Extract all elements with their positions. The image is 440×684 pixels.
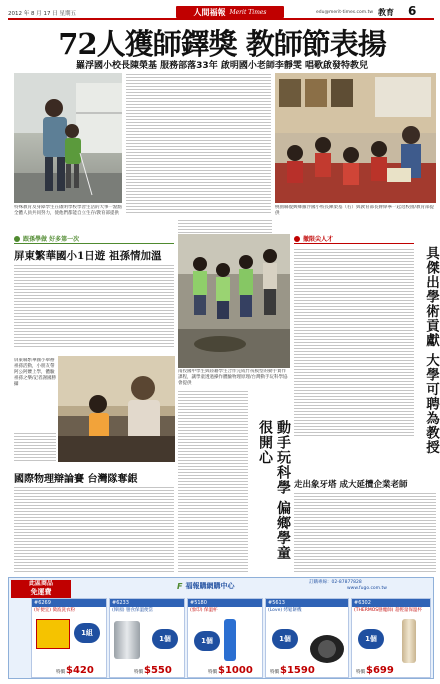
product-5-image bbox=[402, 619, 416, 663]
email: edu@merit-times.com.tw bbox=[316, 10, 374, 15]
photo-grandparent-child bbox=[58, 356, 175, 462]
photo-teacher-student bbox=[14, 73, 122, 203]
ad-side-sub: 免運費 bbox=[30, 588, 52, 596]
center-top-text bbox=[178, 219, 272, 233]
ad-brand-name: 福報購網購中心 bbox=[185, 582, 235, 590]
ad-side-label bbox=[11, 580, 71, 598]
main-headline: 72人獲師鐸獎 教師節表揚 bbox=[58, 27, 386, 61]
story1-title: 屏東繁華國小1日遊 祖孫情加溫 bbox=[14, 250, 162, 262]
right-bottom-title: 走出象牙塔 成大延攬企業老師 bbox=[294, 480, 408, 490]
product-5-special: 特價 bbox=[356, 670, 365, 675]
ad-website: www.fugo.com.tw bbox=[347, 586, 387, 591]
product-3-code: #5180 bbox=[188, 599, 262, 607]
product-4-price-row bbox=[270, 665, 315, 676]
product-3-image bbox=[224, 619, 236, 661]
lead-article-text bbox=[126, 73, 271, 213]
story1-kicker-dot-icon bbox=[14, 236, 20, 242]
photo-teacher-student-image bbox=[14, 73, 122, 203]
story1-kicker bbox=[14, 234, 174, 244]
product-3-price: $1000 bbox=[218, 665, 253, 676]
caption-right-photo: 桃園縣復興鄉羅浮國小校長陳榮基（右）與教育部長蔣偉寧一起逛校園/教育部提供 bbox=[275, 205, 435, 216]
section-label: 教育 bbox=[378, 8, 394, 17]
product-5-price-row bbox=[356, 665, 394, 676]
masthead bbox=[8, 6, 434, 20]
story1-text bbox=[14, 264, 174, 348]
story2-title: 國際物理辯論賽 台灣隊奪銀 bbox=[14, 474, 138, 485]
headline-subtitle: 羅浮國小校長陳榮基 服務部落33年 啟明國小老師李靜雯 唱歌啟發特教兒 bbox=[76, 61, 368, 71]
ad-strip bbox=[8, 577, 434, 679]
product-3-price-row bbox=[208, 665, 253, 676]
right-kicker bbox=[294, 234, 414, 244]
product-2-code: #6233 bbox=[110, 599, 184, 607]
page-number: 6 bbox=[408, 4, 417, 18]
product-5-qty: 1個 bbox=[358, 629, 384, 649]
product-4-special: 特價 bbox=[270, 670, 279, 675]
product-5-price: $699 bbox=[366, 665, 394, 676]
product-5-code: #6302 bbox=[352, 599, 430, 607]
product-3-qty: 1個 bbox=[194, 631, 220, 651]
product-3-name: (象印) 保溫杯 bbox=[190, 608, 218, 613]
product-card-5[interactable] bbox=[351, 598, 431, 678]
story2-text bbox=[14, 486, 174, 572]
product-3-special: 特價 bbox=[208, 670, 217, 675]
story1-text-continued bbox=[14, 432, 56, 462]
product-4-price: $1590 bbox=[280, 665, 315, 676]
product-4-image bbox=[310, 635, 344, 663]
product-4-code: #5613 bbox=[266, 599, 348, 607]
product-1-image bbox=[36, 619, 70, 649]
product-4-name: (Love) 烤鬆餅機 bbox=[268, 608, 302, 613]
center-vertical-title: 動手玩科學 偏鄉學童很開心 bbox=[257, 420, 291, 561]
right-text-bottom bbox=[294, 492, 436, 572]
center-caption: 南投國中學生與陸籍學生合作完成竹筏模型的動手實作課程，讓學童透過操作體驗物理原理/台灣動手玩科學協會提供 bbox=[178, 369, 288, 385]
product-1-price: $420 bbox=[66, 665, 94, 676]
product-card-1[interactable] bbox=[31, 598, 107, 678]
ad-brand bbox=[177, 581, 234, 591]
product-2-special: 特價 bbox=[134, 670, 143, 675]
product-1-code: #6269 bbox=[32, 599, 106, 607]
photo-science-activity bbox=[178, 234, 290, 368]
product-card-4[interactable] bbox=[265, 598, 349, 678]
product-1-qty: 1組 bbox=[74, 623, 100, 643]
right-kicker-dot-icon bbox=[294, 236, 300, 242]
product-2-price: $550 bbox=[144, 665, 172, 676]
product-card-3[interactable] bbox=[187, 598, 263, 678]
product-1-name: (好便宜) 微波洗衣粉 bbox=[34, 608, 75, 613]
product-1-price-row bbox=[56, 665, 94, 676]
photo-principal-classroom-image bbox=[275, 73, 436, 203]
right-kicker-text: 撤限尖人才 bbox=[303, 236, 334, 243]
product-1-special: 特價 bbox=[56, 670, 65, 675]
product-2-price-row bbox=[134, 665, 172, 676]
product-card-2[interactable] bbox=[109, 598, 185, 678]
story1-caption: 屏東縣繁華國小舉辦祖孫活動，小朋友帶阿公阿嬤上學，體驗祖孫之樂/記者謝國勝攝 bbox=[14, 358, 56, 387]
issue-date: 2012 年 8 月 17 日 星期五 bbox=[8, 11, 76, 17]
center-text-left bbox=[178, 390, 248, 572]
right-text-top bbox=[294, 248, 414, 438]
logo-cn: 人間福報 bbox=[193, 6, 226, 17]
fugo-logo-icon: F bbox=[177, 581, 183, 591]
product-5-name: (THERMOS膳魔師) 超輕量保溫杯 bbox=[354, 608, 422, 613]
caption-left-photo: 特殊教育及身障學生在啟明學校學習生活的大事一點點全體人員共同努力，使他們都能自立生存/教育部提供 bbox=[14, 205, 122, 216]
photo-grandparent-child-image bbox=[58, 356, 175, 462]
logo-en: Merit Times bbox=[229, 8, 267, 16]
product-2-image bbox=[114, 621, 140, 659]
right-vertical-title: 具傑出學術貢獻 大學可聘為教授 bbox=[423, 246, 439, 455]
product-4-qty: 1個 bbox=[272, 629, 298, 649]
ad-phone: 訂購專線：02-87877828 bbox=[309, 580, 362, 585]
product-2-qty: 1個 bbox=[152, 629, 178, 649]
story1-kicker-text: 跟孫學做 好多第一次 bbox=[23, 236, 80, 243]
ad-side-title: 此區商品 bbox=[28, 580, 53, 587]
photo-science-activity-image bbox=[178, 234, 290, 368]
product-2-name: (韓國) 膳食保溫便當 bbox=[112, 608, 153, 613]
logo bbox=[176, 6, 284, 18]
photo-principal-classroom bbox=[275, 73, 436, 203]
